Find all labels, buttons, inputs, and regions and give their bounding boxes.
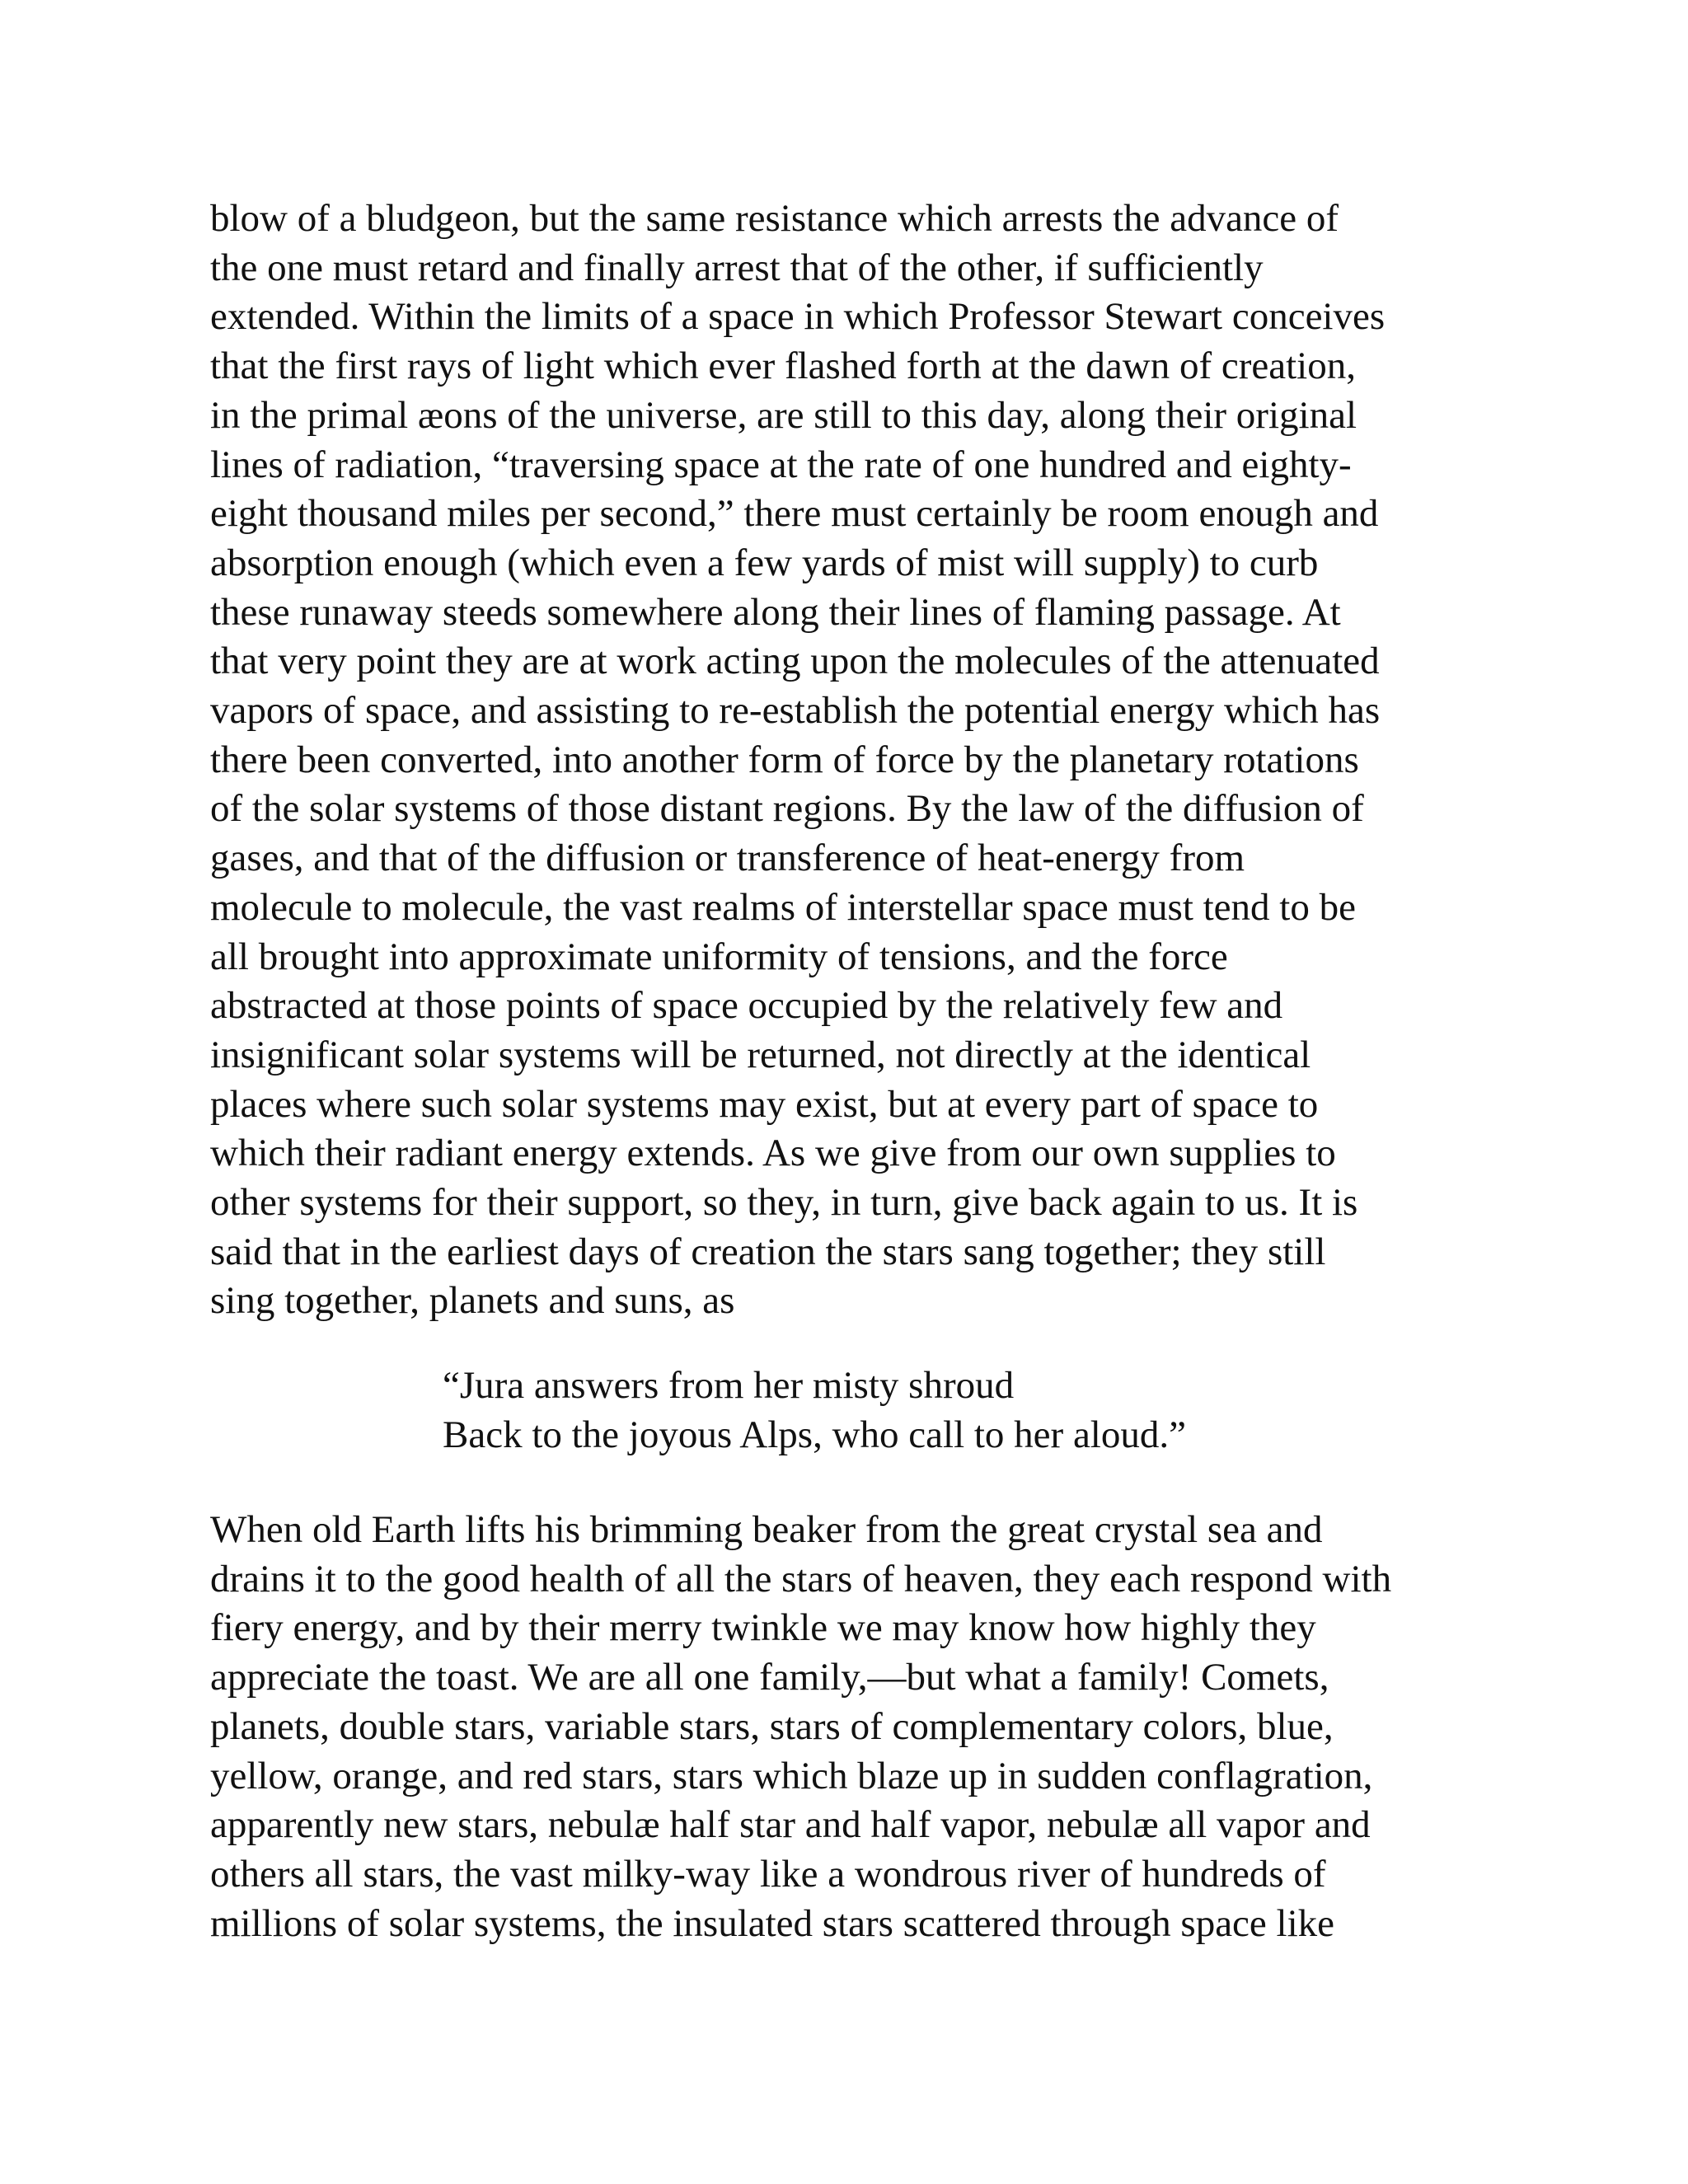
text-line: millions of solar systems, the insulated stars scattered through space like <box>210 1901 1335 1945</box>
text-line: the one must retard and finally arrest that of the other, if sufficiently <box>210 246 1264 289</box>
text-line: that the first rays of light which ever flashed forth at the dawn of creation, <box>210 344 1356 388</box>
paragraph-1 <box>210 194 1496 1326</box>
text-line: appreciate the toast. We are all one family,—but what a family! Comets, <box>210 1656 1329 1699</box>
text-line: drains it to the good health of all the stars of heaven, they each respond with <box>210 1557 1392 1601</box>
text-line: these runaway steeds somewhere along their lines of flaming passage. At <box>210 590 1341 634</box>
verse-line: “Jura answers from her misty shroud <box>443 1364 1015 1407</box>
text-line: sing together, planets and suns, as <box>210 1279 735 1323</box>
text-line: molecule to molecule, the vast realms of interstellar space must tend to be <box>210 885 1356 929</box>
text-line: other systems for their support, so they, in turn, give back again to us. It is <box>210 1181 1358 1225</box>
text-line: extended. Within the limits of a space in which Professor Stewart conceives <box>210 295 1386 339</box>
text-line: planets, double stars, variable stars, stars of complementary colors, blue, <box>210 1704 1334 1748</box>
text-line: of the solar systems of those distant regions. By the law of the diffusion of <box>210 787 1364 831</box>
verse-quotation <box>443 1361 1186 1460</box>
text-line: apparently new stars, nebulæ half star and half vapor, nebulæ all vapor and <box>210 1803 1371 1847</box>
text-line: which their radiant energy extends. As we give from our own supplies to <box>210 1132 1336 1175</box>
text-line: lines of radiation, “traversing space at the rate of one hundred and eighty- <box>210 443 1352 486</box>
paragraph-2 <box>210 1506 1496 1948</box>
text-line: that very point they are at work acting upon the molecules of the attenuated <box>210 640 1380 683</box>
text-line: others all stars, the vast milky-way like a wondrous river of hundreds of <box>210 1852 1326 1896</box>
text-line: blow of a bludgeon, but the same resistance which arrests the advance of <box>210 197 1339 240</box>
verse-line: Back to the joyous Alps, who call to her aloud.” <box>443 1413 1186 1456</box>
text-line: abstracted at those points of space occupied by the relatively few and <box>210 984 1283 1028</box>
text-line: insignificant solar systems will be returned, not directly at the identical <box>210 1033 1311 1076</box>
text-line: yellow, orange, and red stars, stars which blaze up in sudden conflagration, <box>210 1754 1373 1797</box>
text-line: places where such solar systems may exist, but at every part of space to <box>210 1082 1319 1126</box>
text-line: fiery energy, and by their merry twinkle we may know how highly they <box>210 1606 1316 1650</box>
text-line: gases, and that of the diffusion or transference of heat-energy from <box>210 837 1245 880</box>
text-line: said that in the earliest days of creation the stars sang together; they still <box>210 1230 1326 1273</box>
text-line: vapors of space, and assisting to re-establish the potential energy which has <box>210 689 1381 733</box>
text-line: all brought into approximate uniformity of tensions, and the force <box>210 935 1228 978</box>
text-line: in the primal æons of the universe, are still to this day, along their original <box>210 393 1357 437</box>
text-line: absorption enough (which even a few yards of mist will supply) to curb <box>210 541 1319 584</box>
text-line: there been converted, into another form of force by the planetary rotations <box>210 738 1359 781</box>
text-line: When old Earth lifts his brimming beaker from the great crystal sea and <box>210 1508 1323 1551</box>
text-line: eight thousand miles per second,” there must certainly be room enough and <box>210 492 1379 536</box>
